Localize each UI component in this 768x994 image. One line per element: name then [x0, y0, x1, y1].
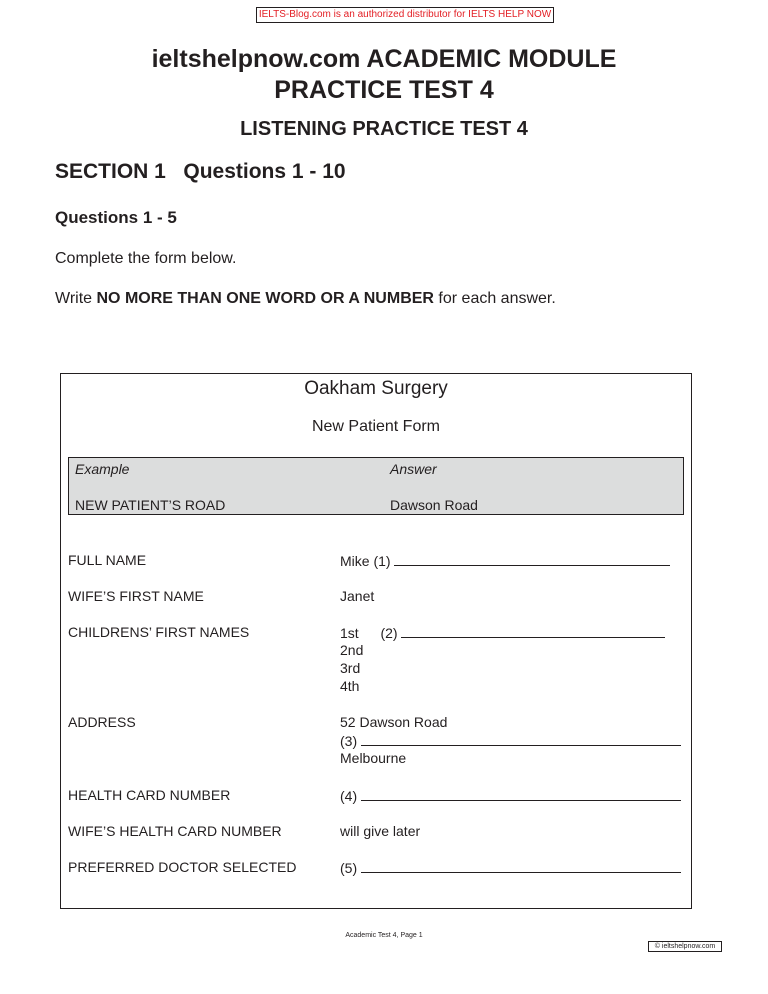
- example-label: NEW PATIENT’S ROAD: [75, 497, 226, 513]
- address-line1: 52 Dawson Road: [340, 714, 448, 730]
- child-3rd-label: 3rd: [340, 660, 361, 676]
- instruction-text: Complete the form below.: [55, 250, 237, 267]
- doctor-label: PREFERRED DOCTOR SELECTED: [68, 859, 297, 875]
- address-line3: Melbourne: [340, 750, 407, 766]
- wife-health-card-label: WIFE’S HEALTH CARD NUMBER: [68, 823, 282, 839]
- page-number-footer: Academic Test 4, Page 1: [345, 932, 423, 939]
- answer-blank-5[interactable]: [361, 858, 681, 873]
- health-card-value: [340, 786, 681, 805]
- health-card-label: HEALTH CARD NUMBER: [68, 787, 231, 803]
- doctor-value: [340, 858, 681, 877]
- child-1st-question: (2): [380, 625, 398, 641]
- example-answer-header: Answer: [390, 461, 437, 477]
- answer-blank-1[interactable]: [394, 551, 670, 566]
- example-label-header: Example: [75, 461, 130, 477]
- full-name-prefix: Mike (1): [340, 553, 391, 569]
- address-line2: [340, 731, 681, 750]
- answer-blank-2[interactable]: [401, 623, 665, 638]
- distributor-notice: IELTS-Blog.com is an authorized distributor for IELTS HELP NOW: [256, 7, 554, 23]
- word-limit-emphasis: NO MORE THAN ONE WORD OR A NUMBER: [96, 290, 434, 307]
- form-subtitle: New Patient Form: [311, 418, 441, 435]
- doctor-question: (5): [340, 860, 358, 876]
- full-name-value: [340, 551, 670, 570]
- wife-first-name-value: Janet: [340, 588, 375, 604]
- questions-heading: Questions 1 - 5: [55, 208, 177, 227]
- answer-blank-4[interactable]: [361, 786, 681, 801]
- address-question: (3): [340, 733, 358, 749]
- section-heading: SECTION 1 Questions 1 - 10: [55, 160, 346, 183]
- form-title: Oakham Surgery: [304, 378, 448, 399]
- full-name-label: FULL NAME: [68, 552, 147, 568]
- address-label: ADDRESS: [68, 714, 136, 730]
- wife-health-card-value: will give later: [340, 823, 421, 839]
- child-1st: [340, 623, 665, 642]
- copyright-badge: © ieltshelpnow.com: [648, 941, 722, 952]
- answer-blank-3[interactable]: [361, 731, 681, 746]
- child-4th-label: 4th: [340, 678, 360, 694]
- page-title-line2: PRACTICE TEST 4: [274, 76, 494, 104]
- word-limit-instruction: [55, 288, 556, 310]
- write-suffix: for each answer.: [438, 290, 556, 307]
- write-prefix: Write: [55, 290, 93, 307]
- example-answer: Dawson Road: [390, 497, 478, 513]
- child-1st-label: 1st: [340, 625, 359, 641]
- children-names-label: CHILDRENS’ FIRST NAMES: [68, 624, 250, 640]
- child-2nd-label: 2nd: [340, 642, 364, 658]
- page-title-line1: ieltshelpnow.com ACADEMIC MODULE: [151, 45, 617, 73]
- health-card-question: (4): [340, 788, 358, 804]
- page-subtitle: LISTENING PRACTICE TEST 4: [240, 118, 528, 140]
- wife-first-name-label: WIFE’S FIRST NAME: [68, 588, 204, 604]
